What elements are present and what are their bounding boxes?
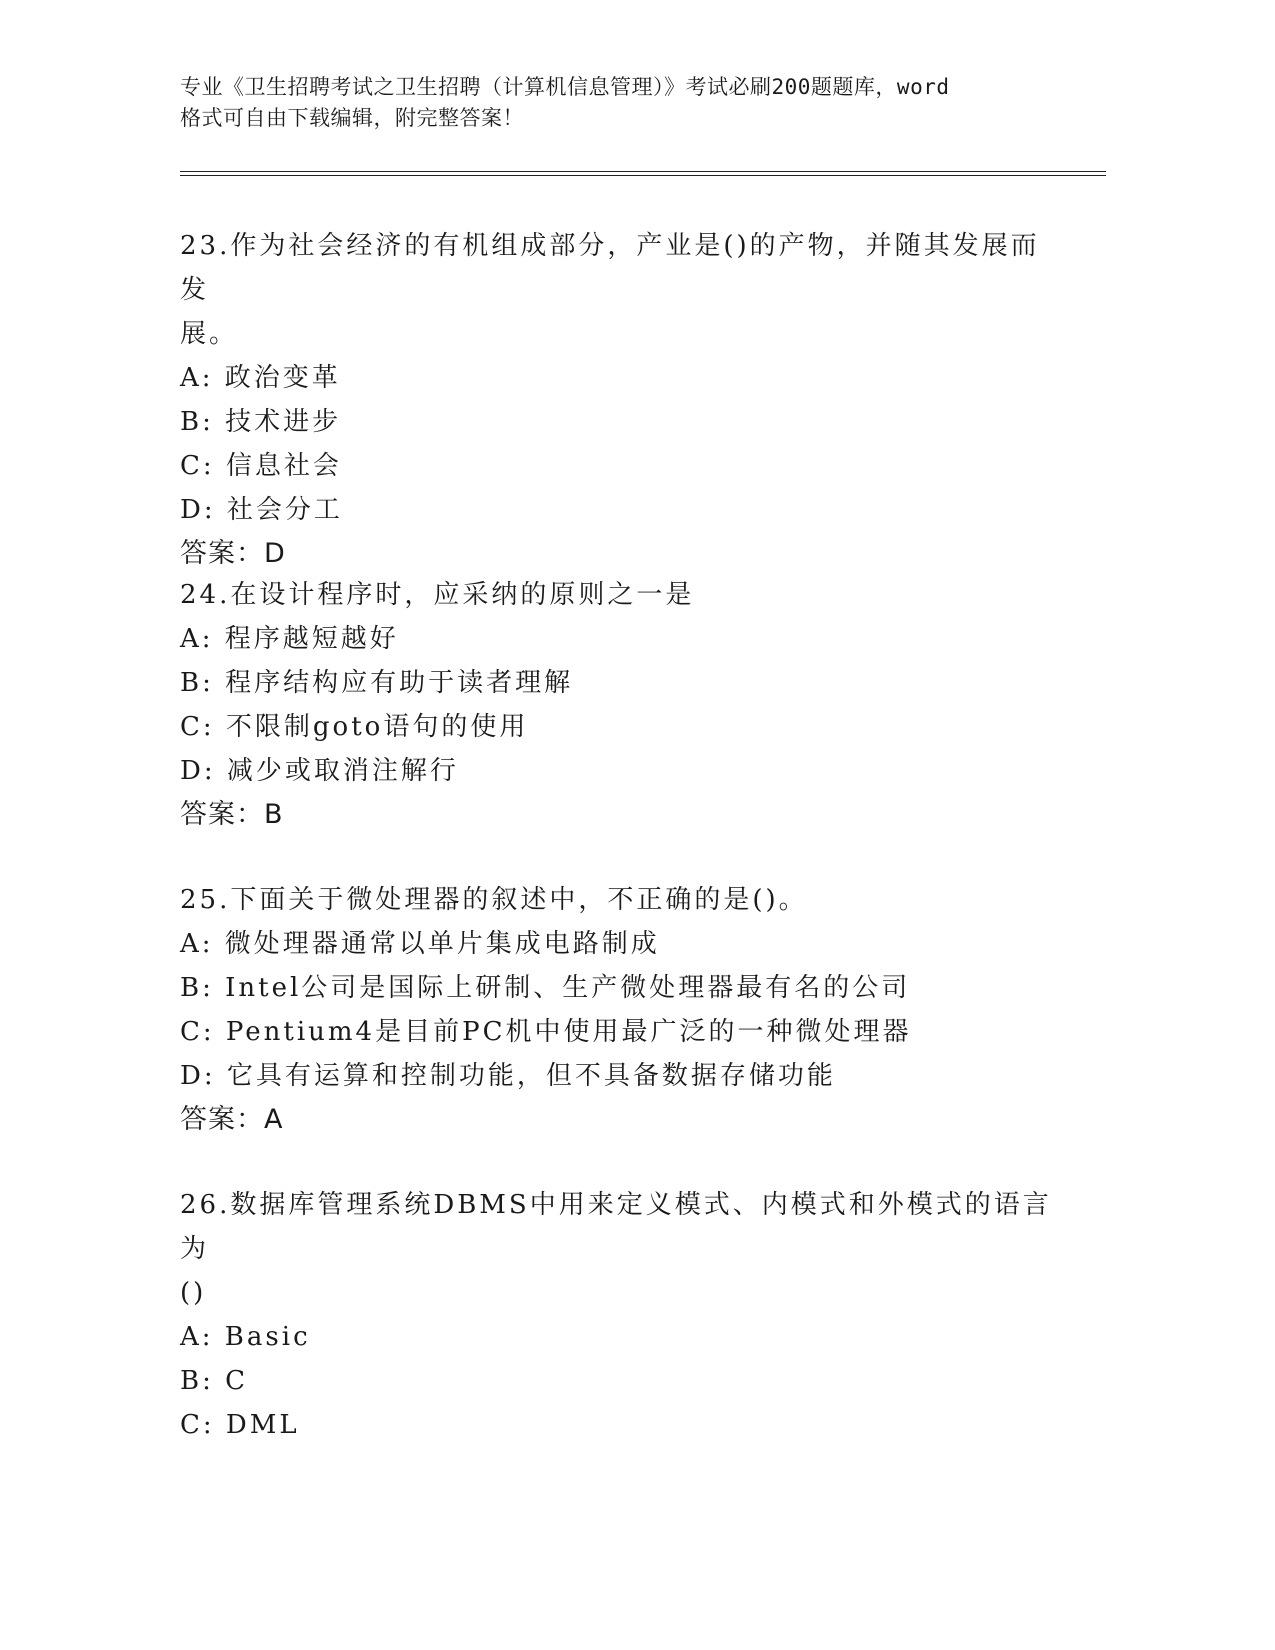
option-d: D: 它具有运算和控制功能，但不具备数据存储功能 (180, 1061, 836, 1091)
question-text (180, 878, 1060, 922)
option-c: C: DML (180, 1410, 300, 1440)
question-24 (180, 573, 1060, 837)
option-a: A: 程序越短越好 (180, 624, 399, 654)
option-a: A: 微处理器通常以单片集成电路制成 (180, 929, 660, 959)
question-26 (180, 1183, 1060, 1447)
option-a: A: Basic (180, 1322, 311, 1352)
answer: 答案：D (180, 538, 286, 569)
question-text-line: () (180, 1278, 207, 1308)
option-c: C: Pentium4是目前PC机中使用最广泛的一种微处理器 (180, 1017, 912, 1047)
header-divider-top (180, 171, 1106, 172)
document-header (180, 72, 1080, 134)
header-line-2: 格式可自由下载编辑，附完整答案！ (180, 106, 524, 130)
question-text-line: 展。 (180, 319, 239, 349)
option-b: B: 技术进步 (180, 407, 342, 437)
header-divider-bottom (180, 175, 1106, 176)
question-text-line: 25.下面关于微处理器的叙述中，不正确的是()。 (180, 885, 808, 915)
question-25 (180, 878, 1060, 1142)
question-text (180, 573, 1060, 617)
option-c: C: 信息社会 (180, 451, 342, 481)
question-text-line: 26.数据库管理系统DBMS中用来定义模式、内模式和外模式的语言为 (180, 1190, 1052, 1264)
header-line-1: 专业《卫生招聘考试之卫生招聘（计算机信息管理）》考试必刷200题题库，word (180, 75, 950, 99)
option-c: C: 不限制goto语句的使用 (180, 712, 529, 742)
question-text (180, 1183, 1060, 1315)
answer: 答案：A (180, 1104, 284, 1135)
option-b: B: C (180, 1366, 249, 1396)
option-b: B: Intel公司是国际上研制、生产微处理器最有名的公司 (180, 973, 911, 1003)
question-text-line: 23.作为社会经济的有机组成部分，产业是()的产物，并随其发展而发 (180, 231, 1040, 305)
option-d: D: 减少或取消注解行 (180, 756, 459, 786)
option-b: B: 程序结构应有助于读者理解 (180, 668, 574, 698)
answer: 答案：B (180, 799, 284, 830)
option-a: A: 政治变革 (180, 363, 341, 393)
option-d: D: 社会分工 (180, 495, 343, 525)
question-text-line: 24.在设计程序时，应采纳的原则之一是 (180, 580, 695, 610)
question-23 (180, 224, 1060, 576)
question-text (180, 224, 1060, 356)
